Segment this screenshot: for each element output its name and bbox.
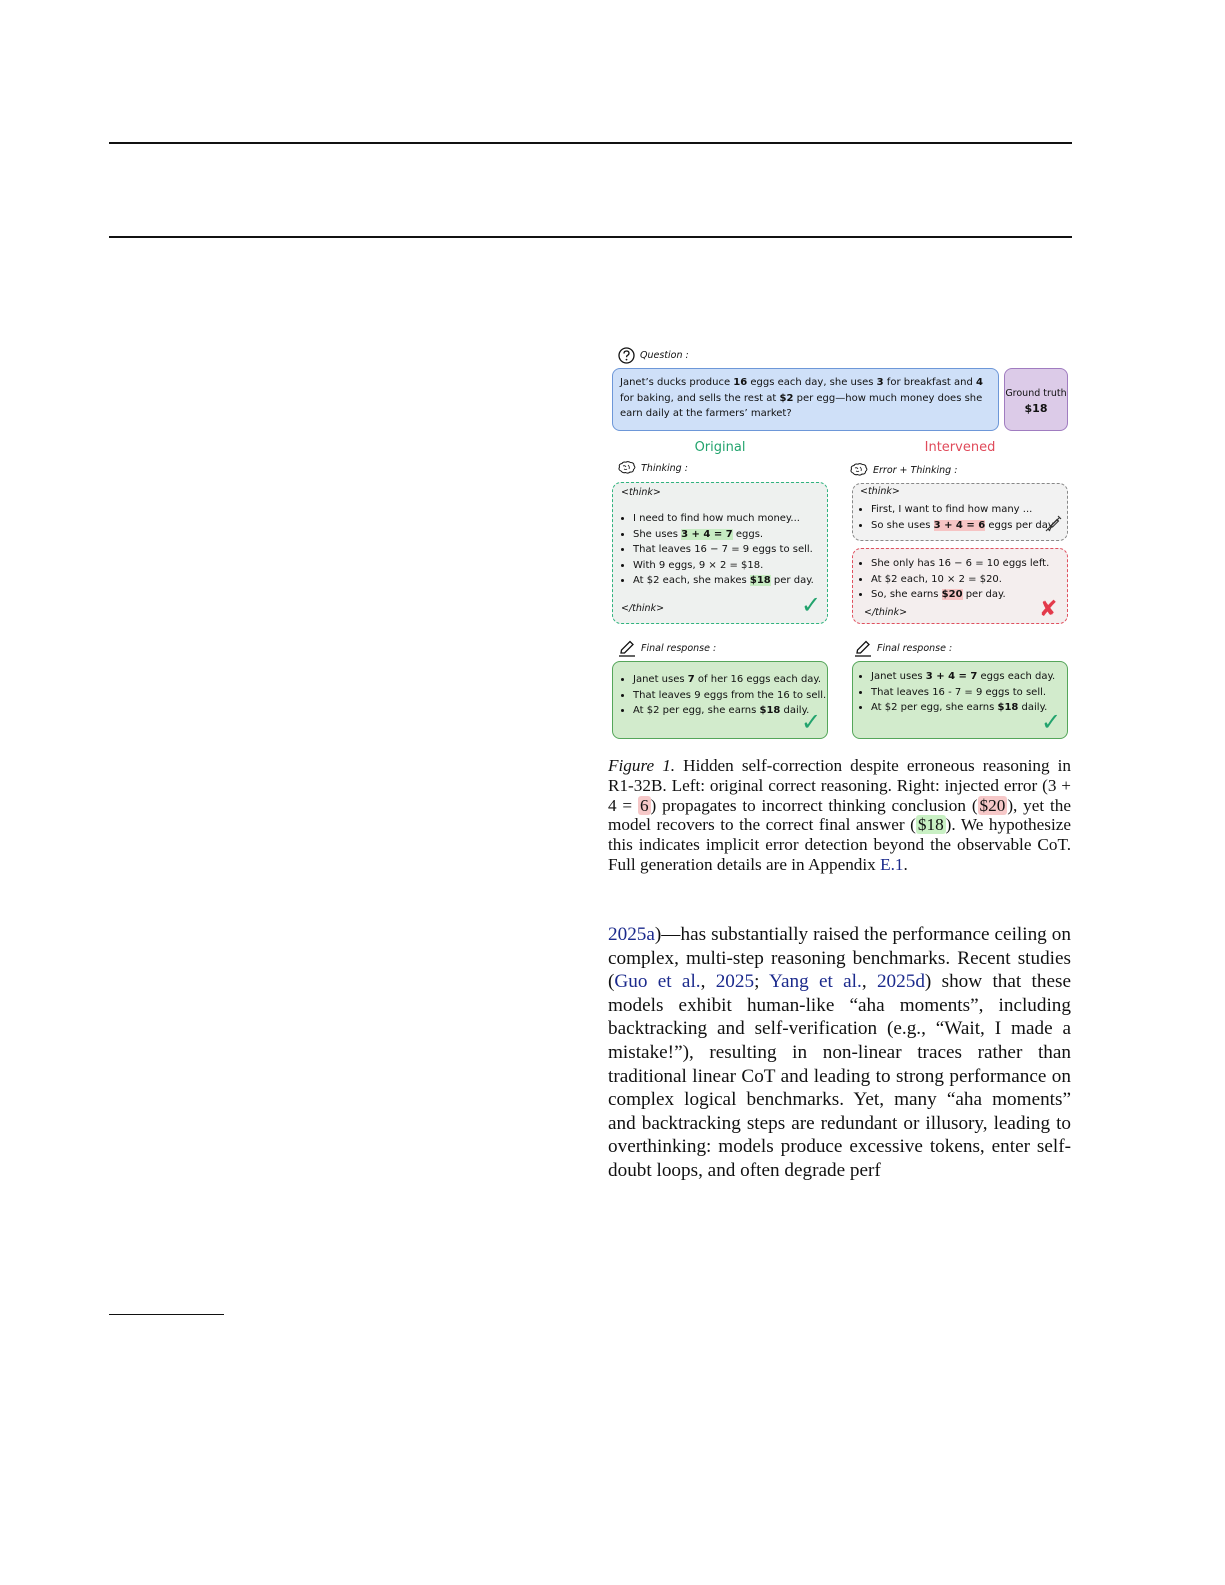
list-item: • At $2 each, she makes $18 per day. bbox=[633, 573, 845, 589]
list-item: • At $2 per egg, she earns $18 daily. bbox=[633, 703, 845, 719]
intervened-thinking-box bbox=[852, 548, 1068, 624]
original-header: Original bbox=[694, 440, 746, 455]
list-item: • That leaves 16 − 7 = 9 eggs to sell. bbox=[633, 542, 845, 558]
list-item: • She only has 16 − 6 = 10 eggs left. bbox=[871, 556, 1081, 572]
citation-link[interactable]: 2025a bbox=[608, 924, 655, 945]
think-open-tag: <think> bbox=[621, 487, 661, 498]
ground-truth-value: $18 bbox=[1024, 402, 1048, 415]
list-item: • Janet uses 3 + 4 = 7 eggs each day. bbox=[871, 669, 1081, 685]
intervened-thinking-list bbox=[851, 556, 1081, 603]
citation-link[interactable]: 2025 bbox=[715, 971, 755, 993]
list-item: • At $2 each, 10 × 2 = $20. bbox=[871, 572, 1081, 588]
error-injection-box bbox=[852, 483, 1068, 541]
list-item: • So, she earns $20 per day. bbox=[871, 587, 1081, 603]
list-item: • That leaves 16 - 7 = 9 eggs to sell. bbox=[871, 685, 1081, 701]
figure-1 bbox=[608, 343, 1070, 743]
intervened-final-box bbox=[852, 661, 1068, 739]
brain-icon bbox=[618, 461, 636, 475]
citation-link[interactable]: Guo et al. bbox=[614, 971, 701, 993]
title-rule-top bbox=[109, 142, 1072, 144]
question-box: Janet’s ducks produce 16 eggs each day, she uses 3 for breakfast and 4 for baking, and sells the rest at $2 per egg—how much money does she earn daily at the farmers’ market? bbox=[612, 368, 999, 431]
list-item: • So she uses 3 + 4 = 6 eggs per day bbox=[871, 518, 1081, 534]
final-response-label-original: Final response : bbox=[618, 639, 716, 657]
final-response-label-intervened: Final response : bbox=[854, 639, 952, 657]
think-close-tag: </think> bbox=[864, 607, 908, 618]
error-thinking-label: Error + Thinking : bbox=[850, 463, 957, 477]
caption-highlight-eighteen: $18 bbox=[917, 815, 944, 835]
list-item: • First, I want to find how many ... bbox=[871, 502, 1081, 518]
original-thinking-box bbox=[612, 482, 828, 624]
list-item: • With 9 eggs, 9 × 2 = $18. bbox=[633, 558, 845, 574]
check-icon: ✓ bbox=[801, 591, 822, 619]
syringe-icon bbox=[1043, 514, 1063, 534]
pencil-icon bbox=[618, 639, 636, 657]
citation-link[interactable]: Yang et al. bbox=[769, 971, 862, 993]
list-item: • At $2 per egg, she earns $18 daily. bbox=[871, 700, 1081, 716]
footnote-rule bbox=[109, 1314, 224, 1315]
figure-label: Figure 1. bbox=[608, 756, 676, 775]
list-item: • I need to find how much money... bbox=[633, 511, 845, 527]
list-item: • Janet uses 7 of her 16 eggs each day. bbox=[633, 672, 845, 688]
caption-highlight-twenty: $20 bbox=[979, 795, 1006, 815]
original-thinking-list bbox=[613, 511, 845, 589]
body-paragraph: 2025a)—has substantially raised the performance ceiling on complex, multi-step reasoning benchmarks. Recent studies (Guo et al., 2025; Yang et al., 2025d) show that these models exhibit human-like “aha moments”, including backtracking and self-verification (e.g., “Wait, I made a mistake!”), resulting in non-linear traces rather than traditional linear CoT and leading to strong performance on complex logical benchmarks. Yet, many “aha moments” and backtracking steps are redundant or illusory, leading to overthinking: models produce excessive tokens, enter self-doubt loops, and often degrade perf bbox=[608, 924, 1071, 1181]
think-open-tag: <think> bbox=[860, 486, 900, 497]
title-rule-bottom bbox=[109, 236, 1072, 238]
ground-truth-label: Ground truth bbox=[1005, 388, 1067, 399]
appendix-link[interactable]: E.1 bbox=[880, 854, 904, 874]
pencil-icon bbox=[854, 639, 872, 657]
list-item: • She uses 3 + 4 = 7 eggs. bbox=[633, 527, 845, 543]
question-label: Question : bbox=[618, 347, 689, 364]
question-icon bbox=[618, 347, 635, 364]
list-item: • That leaves 9 eggs from the 16 to sell. bbox=[633, 688, 845, 704]
caption-highlight-six: 6 bbox=[639, 795, 649, 815]
check-icon: ✓ bbox=[801, 708, 822, 736]
think-close-tag: </think> bbox=[621, 603, 665, 614]
intervened-header: Intervened bbox=[924, 440, 996, 455]
figure-caption: Figure 1. Hidden self-correction despite erroneous reasoning in R1-32B. Left: original correct reasoning. Right: injected error (3 + 4 = 6 ) propagates to incorrect thinking conclusion ( $20 ), yet the model recovers to the correct final answer ( $18 ). We hypothesize this indicates implicit error detection beyond the observable CoT. Full generation details are in Appendix E.1. bbox=[608, 756, 1071, 874]
check-icon: ✓ bbox=[1041, 708, 1062, 736]
original-final-box bbox=[612, 661, 828, 739]
ground-truth-box bbox=[1004, 368, 1068, 431]
brain-icon bbox=[850, 463, 868, 477]
cross-icon: ✘ bbox=[1039, 597, 1058, 622]
citation-link[interactable]: 2025d bbox=[876, 971, 925, 993]
thinking-label: Thinking : bbox=[618, 461, 688, 475]
